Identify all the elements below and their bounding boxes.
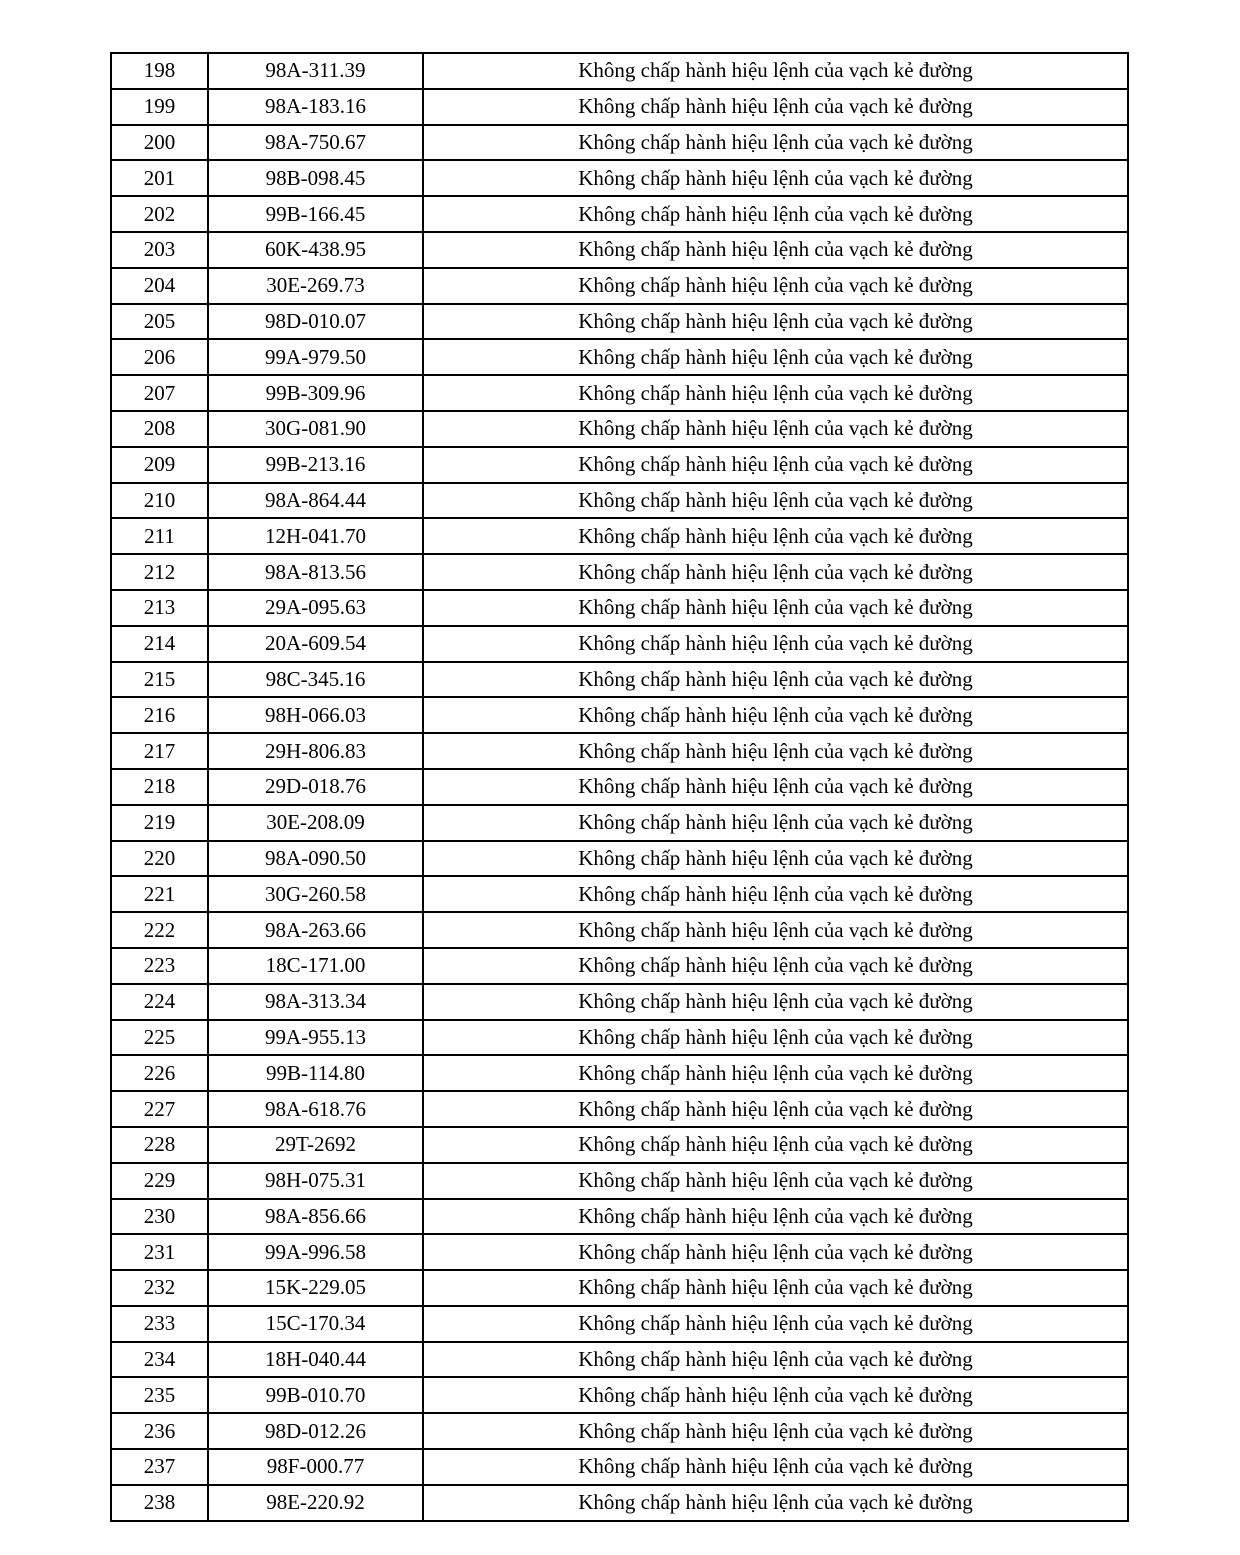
violation-cell: Không chấp hành hiệu lệnh của vạch kẻ đường (423, 1342, 1128, 1378)
table-row (111, 876, 1128, 912)
plate-cell: 98A-864.44 (208, 483, 423, 519)
no-cell: 198 (111, 53, 208, 89)
table-row (111, 125, 1128, 161)
plate-cell: 98F-000.77 (208, 1449, 423, 1485)
violation-cell: Không chấp hành hiệu lệnh của vạch kẻ đường (423, 1199, 1128, 1235)
no-cell: 223 (111, 948, 208, 984)
table-row (111, 268, 1128, 304)
plate-cell: 15K-229.05 (208, 1270, 423, 1306)
no-cell: 206 (111, 339, 208, 375)
plate-cell: 98D-010.07 (208, 304, 423, 340)
plate-cell: 98E-220.92 (208, 1485, 423, 1521)
plate-cell: 18C-171.00 (208, 948, 423, 984)
violation-cell: Không chấp hành hiệu lệnh của vạch kẻ đường (423, 912, 1128, 948)
no-cell: 236 (111, 1413, 208, 1449)
table-row (111, 232, 1128, 268)
violation-cell: Không chấp hành hiệu lệnh của vạch kẻ đường (423, 948, 1128, 984)
plate-cell: 29D-018.76 (208, 769, 423, 805)
no-cell: 230 (111, 1199, 208, 1235)
table-row (111, 304, 1128, 340)
no-cell: 215 (111, 662, 208, 698)
violation-cell: Không chấp hành hiệu lệnh của vạch kẻ đường (423, 1127, 1128, 1163)
table-row (111, 483, 1128, 519)
violation-cell: Không chấp hành hiệu lệnh của vạch kẻ đường (423, 1055, 1128, 1091)
plate-cell: 29T-2692 (208, 1127, 423, 1163)
violation-cell: Không chấp hành hiệu lệnh của vạch kẻ đường (423, 1091, 1128, 1127)
no-cell: 232 (111, 1270, 208, 1306)
plate-cell: 29H-806.83 (208, 733, 423, 769)
no-cell: 231 (111, 1234, 208, 1270)
no-cell: 235 (111, 1377, 208, 1413)
violation-cell: Không chấp hành hiệu lệnh của vạch kẻ đường (423, 447, 1128, 483)
plate-cell: 98A-090.50 (208, 841, 423, 877)
table-row (111, 1234, 1128, 1270)
plate-cell: 12H-041.70 (208, 518, 423, 554)
violations-table-body (111, 53, 1128, 1521)
table-row (111, 1413, 1128, 1449)
violation-cell: Không chấp hành hiệu lệnh của vạch kẻ đường (423, 662, 1128, 698)
plate-cell: 99B-213.16 (208, 447, 423, 483)
no-cell: 233 (111, 1306, 208, 1342)
plate-cell: 99B-114.80 (208, 1055, 423, 1091)
plate-cell: 30G-260.58 (208, 876, 423, 912)
no-cell: 212 (111, 554, 208, 590)
violation-cell: Không chấp hành hiệu lệnh của vạch kẻ đường (423, 232, 1128, 268)
table-row (111, 1270, 1128, 1306)
no-cell: 204 (111, 268, 208, 304)
table-row (111, 1199, 1128, 1235)
no-cell: 211 (111, 518, 208, 554)
no-cell: 234 (111, 1342, 208, 1378)
table-row (111, 1449, 1128, 1485)
violation-cell: Không chấp hành hiệu lệnh của vạch kẻ đường (423, 554, 1128, 590)
no-cell: 225 (111, 1020, 208, 1056)
plate-cell: 98H-075.31 (208, 1163, 423, 1199)
violation-cell: Không chấp hành hiệu lệnh của vạch kẻ đường (423, 1449, 1128, 1485)
no-cell: 199 (111, 89, 208, 125)
plate-cell: 98A-618.76 (208, 1091, 423, 1127)
no-cell: 226 (111, 1055, 208, 1091)
table-row (111, 769, 1128, 805)
table-row (111, 1020, 1128, 1056)
violation-cell: Không chấp hành hiệu lệnh của vạch kẻ đường (423, 518, 1128, 554)
no-cell: 201 (111, 160, 208, 196)
table-row (111, 1306, 1128, 1342)
no-cell: 216 (111, 697, 208, 733)
plate-cell: 98B-098.45 (208, 160, 423, 196)
no-cell: 217 (111, 733, 208, 769)
no-cell: 213 (111, 590, 208, 626)
violation-cell: Không chấp hành hiệu lệnh của vạch kẻ đường (423, 697, 1128, 733)
table-row (111, 1163, 1128, 1199)
violation-cell: Không chấp hành hiệu lệnh của vạch kẻ đường (423, 1413, 1128, 1449)
table-row (111, 984, 1128, 1020)
violation-cell: Không chấp hành hiệu lệnh của vạch kẻ đường (423, 160, 1128, 196)
plate-cell: 98A-813.56 (208, 554, 423, 590)
violation-cell: Không chấp hành hiệu lệnh của vạch kẻ đường (423, 411, 1128, 447)
no-cell: 224 (111, 984, 208, 1020)
no-cell: 238 (111, 1485, 208, 1521)
violation-cell: Không chấp hành hiệu lệnh của vạch kẻ đường (423, 339, 1128, 375)
violation-cell: Không chấp hành hiệu lệnh của vạch kẻ đường (423, 1485, 1128, 1521)
violations-table (110, 52, 1129, 1522)
table-row (111, 733, 1128, 769)
plate-cell: 20A-609.54 (208, 626, 423, 662)
table-row (111, 662, 1128, 698)
violation-cell: Không chấp hành hiệu lệnh của vạch kẻ đường (423, 89, 1128, 125)
table-row (111, 53, 1128, 89)
plate-cell: 98A-856.66 (208, 1199, 423, 1235)
table-row (111, 912, 1128, 948)
no-cell: 210 (111, 483, 208, 519)
plate-cell: 30E-269.73 (208, 268, 423, 304)
plate-cell: 98A-750.67 (208, 125, 423, 161)
plate-cell: 18H-040.44 (208, 1342, 423, 1378)
plate-cell: 99A-979.50 (208, 339, 423, 375)
plate-cell: 98H-066.03 (208, 697, 423, 733)
no-cell: 237 (111, 1449, 208, 1485)
violation-cell: Không chấp hành hiệu lệnh của vạch kẻ đường (423, 268, 1128, 304)
plate-cell: 98A-263.66 (208, 912, 423, 948)
violation-cell: Không chấp hành hiệu lệnh của vạch kẻ đường (423, 1377, 1128, 1413)
table-row (111, 375, 1128, 411)
no-cell: 209 (111, 447, 208, 483)
table-row (111, 447, 1128, 483)
table-row (111, 948, 1128, 984)
violation-cell: Không chấp hành hiệu lệnh của vạch kẻ đường (423, 1234, 1128, 1270)
no-cell: 228 (111, 1127, 208, 1163)
no-cell: 221 (111, 876, 208, 912)
plate-cell: 99B-010.70 (208, 1377, 423, 1413)
violation-cell: Không chấp hành hiệu lệnh của vạch kẻ đường (423, 483, 1128, 519)
table-row (111, 1055, 1128, 1091)
table-row (111, 1377, 1128, 1413)
table-row (111, 411, 1128, 447)
table-row (111, 160, 1128, 196)
violation-cell: Không chấp hành hiệu lệnh của vạch kẻ đường (423, 1306, 1128, 1342)
plate-cell: 98A-313.34 (208, 984, 423, 1020)
plate-cell: 15C-170.34 (208, 1306, 423, 1342)
plate-cell: 98C-345.16 (208, 662, 423, 698)
table-row (111, 1091, 1128, 1127)
no-cell: 222 (111, 912, 208, 948)
plate-cell: 98D-012.26 (208, 1413, 423, 1449)
plate-cell: 29A-095.63 (208, 590, 423, 626)
no-cell: 202 (111, 196, 208, 232)
no-cell: 203 (111, 232, 208, 268)
violation-cell: Không chấp hành hiệu lệnh của vạch kẻ đường (423, 1020, 1128, 1056)
table-row (111, 841, 1128, 877)
plate-cell: 99B-166.45 (208, 196, 423, 232)
plate-cell: 99A-955.13 (208, 1020, 423, 1056)
violation-cell: Không chấp hành hiệu lệnh của vạch kẻ đường (423, 626, 1128, 662)
plate-cell: 30G-081.90 (208, 411, 423, 447)
no-cell: 227 (111, 1091, 208, 1127)
table-row (111, 89, 1128, 125)
violation-cell: Không chấp hành hiệu lệnh của vạch kẻ đường (423, 304, 1128, 340)
plate-cell: 30E-208.09 (208, 805, 423, 841)
no-cell: 220 (111, 841, 208, 877)
table-row (111, 554, 1128, 590)
no-cell: 229 (111, 1163, 208, 1199)
violation-cell: Không chấp hành hiệu lệnh của vạch kẻ đường (423, 375, 1128, 411)
violation-cell: Không chấp hành hiệu lệnh của vạch kẻ đường (423, 805, 1128, 841)
no-cell: 218 (111, 769, 208, 805)
violation-cell: Không chấp hành hiệu lệnh của vạch kẻ đường (423, 125, 1128, 161)
table-row (111, 1485, 1128, 1521)
plate-cell: 98A-311.39 (208, 53, 423, 89)
plate-cell: 60K-438.95 (208, 232, 423, 268)
no-cell: 207 (111, 375, 208, 411)
table-row (111, 590, 1128, 626)
no-cell: 208 (111, 411, 208, 447)
violation-cell: Không chấp hành hiệu lệnh của vạch kẻ đường (423, 733, 1128, 769)
violation-cell: Không chấp hành hiệu lệnh của vạch kẻ đường (423, 984, 1128, 1020)
table-row (111, 1342, 1128, 1378)
table-row (111, 805, 1128, 841)
no-cell: 219 (111, 805, 208, 841)
no-cell: 205 (111, 304, 208, 340)
table-row (111, 1127, 1128, 1163)
violation-cell: Không chấp hành hiệu lệnh của vạch kẻ đường (423, 1270, 1128, 1306)
violation-cell: Không chấp hành hiệu lệnh của vạch kẻ đường (423, 53, 1128, 89)
violation-cell: Không chấp hành hiệu lệnh của vạch kẻ đường (423, 196, 1128, 232)
violation-cell: Không chấp hành hiệu lệnh của vạch kẻ đường (423, 769, 1128, 805)
violation-cell: Không chấp hành hiệu lệnh của vạch kẻ đường (423, 1163, 1128, 1199)
table-row (111, 697, 1128, 733)
violation-cell: Không chấp hành hiệu lệnh của vạch kẻ đường (423, 590, 1128, 626)
table-row (111, 518, 1128, 554)
table-row (111, 196, 1128, 232)
table-row (111, 626, 1128, 662)
violation-cell: Không chấp hành hiệu lệnh của vạch kẻ đường (423, 876, 1128, 912)
violation-cell: Không chấp hành hiệu lệnh của vạch kẻ đường (423, 841, 1128, 877)
plate-cell: 98A-183.16 (208, 89, 423, 125)
plate-cell: 99B-309.96 (208, 375, 423, 411)
no-cell: 214 (111, 626, 208, 662)
plate-cell: 99A-996.58 (208, 1234, 423, 1270)
no-cell: 200 (111, 125, 208, 161)
table-row (111, 339, 1128, 375)
